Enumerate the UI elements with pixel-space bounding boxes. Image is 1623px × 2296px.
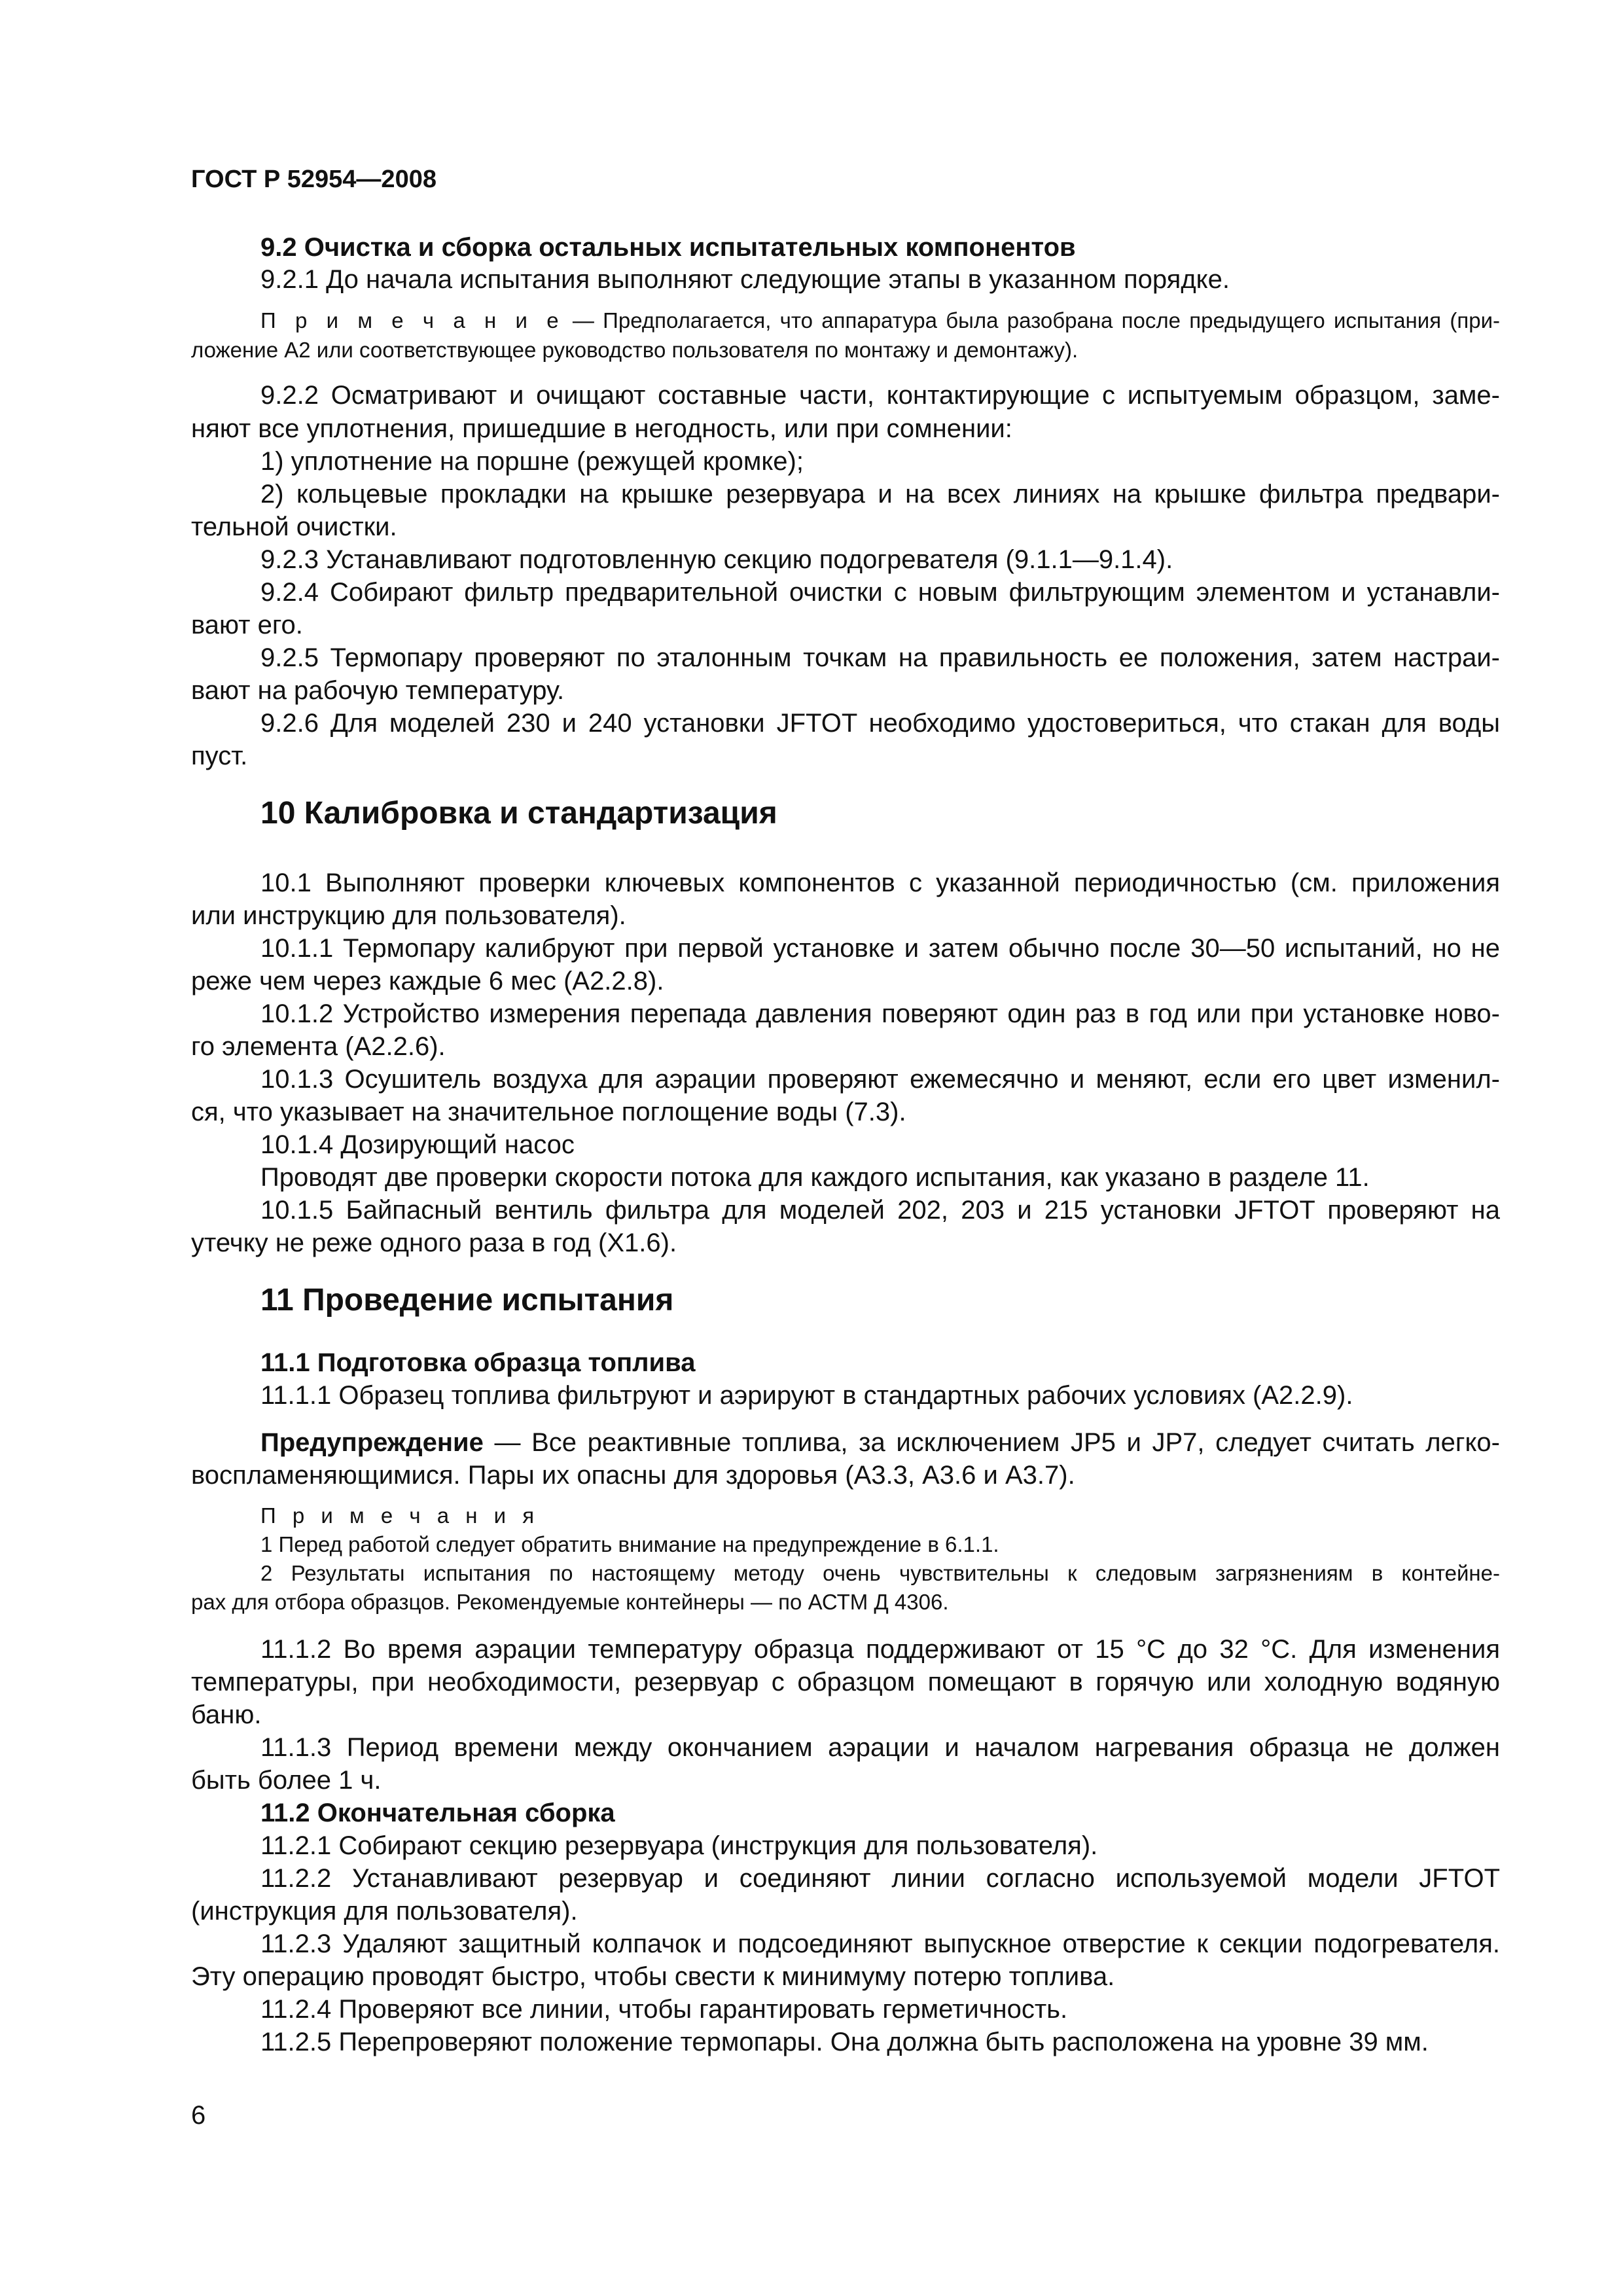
note-text: — Предполагается, что аппаратура была разобрана после предыдущего испытания (при- (563, 308, 1500, 332)
warning-text: — Все реактивные топлива, за исключением JP5 и JP7, следует считать легко- (483, 1428, 1500, 1457)
section-title-10: 10 Калибровка и стандартизация (260, 796, 777, 831)
paragraph-10-1-2-line-2: го элемента (А2.2.6). (191, 1032, 446, 1061)
paragraph-11-2-2-line-1: 11.2.2 Устанавливают резервуар и соединяют линии согласно используемой модели JFTOT (260, 1864, 1500, 1893)
list-item-2-line-2: тельной очистки. (191, 512, 397, 541)
paragraph-9-2-4-line-1: 9.2.4 Собирают фильтр предварительной очистки с новым фильтрующим элементом и устанавли- (260, 578, 1500, 607)
note-2-line-1: 2 Результаты испытания по настоящему методу очень чувствительны к следовым загрязнениям в контейне- (260, 1561, 1500, 1585)
list-item-1: 1) уплотнение на поршне (режущей кромке); (260, 447, 804, 476)
paragraph-10-1-1-line-2: реже чем через каждые 6 мес (А2.2.8). (191, 967, 664, 996)
subsection-title-11-2: 11.2 Окончательная сборка (260, 1799, 615, 1827)
paragraph-10-1-4: 10.1.4 Дозирующий насос (260, 1130, 575, 1159)
paragraph-10-1-3-line-2: ся, что указывает на значительное поглощение воды (7.3). (191, 1098, 906, 1126)
paragraph-9-2-6-line-2: пуст. (191, 742, 248, 770)
notes-label: П р и м е ч а н и я (260, 1503, 540, 1528)
paragraph-10-1-2-line-1: 10.1.2 Устройство измерения перепада давления поверяют один раз в год или при установке ново- (260, 999, 1500, 1028)
paragraph-11-1-2-line-2: температуры, при необходимости, резервуар с образцом помещают в горячую или холодную водяную (191, 1668, 1500, 1696)
note-2-line-2: рах для отбора образцов. Рекомендуемые контейнеры — по АСТМ Д 4306. (191, 1590, 949, 1614)
paragraph-9-2-6-line-1: 9.2.6 Для моделей 230 и 240 установки JFTOT необходимо удостовериться, что стакан для воды (260, 709, 1500, 738)
paragraph-9-2-4-line-2: вают его. (191, 611, 303, 639)
note-label: П р и м е ч а н и е (260, 308, 564, 332)
paragraph-10-1-line-1: 10.1 Выполняют проверки ключевых компонентов с указанной периодичностью (см. приложения (260, 869, 1500, 897)
paragraph-11-2-5: 11.2.5 Перепроверяют положение термопары. Она должна быть расположена на уровне 39 мм. (260, 2028, 1429, 2056)
paragraph-9-2-5-line-1: 9.2.5 Термопару проверяют по эталонным точкам на правильность ее положения, затем настраи- (260, 643, 1500, 672)
paragraph-11-2-2-line-2: (инструкция для пользователя). (191, 1897, 578, 1926)
paragraph-11-2-3-line-1: 11.2.3 Удаляют защитный колпачок и подсоединяют выпускное отверстие к секции подогревателя. (260, 1929, 1500, 1958)
warning-line-1 (260, 1427, 1500, 1458)
paragraph-10-1-5-line-1: 10.1.5 Байпасный вентиль фильтра для моделей 202, 203 и 215 установки JFTOT проверяют на (260, 1196, 1500, 1225)
paragraph-11-1-1: 11.1.1 Образец топлива фильтруют и аэрируют в стандартных рабочих условиях (А2.2.9). (260, 1381, 1353, 1410)
subsection-title-9-2: 9.2 Очистка и сборка остальных испытательных компонентов (260, 233, 1076, 262)
paragraph-10-1-line-2: или инструкцию для пользователя). (191, 901, 626, 930)
note-9-2-line-1 (260, 308, 1500, 334)
paragraph-9-2-5-line-2: вают на рабочую температуру. (191, 676, 565, 705)
paragraph-9-2-1: 9.2.1 До начала испытания выполняют следующие этапы в указанном порядке. (260, 265, 1230, 294)
list-item-2-line-1: 2) кольцевые прокладки на крышке резервуара и на всех линиях на крышке фильтра предвари- (260, 480, 1500, 509)
section-title-11: 11 Проведение испытания (260, 1283, 674, 1318)
note-1: 1 Перед работой следует обратить внимание на предупреждение в 6.1.1. (260, 1532, 999, 1556)
paragraph-11-2-1: 11.2.1 Собирают секцию резервуара (инструкция для пользователя). (260, 1831, 1098, 1860)
paragraph-11-2-3-line-2: Эту операцию проводят быстро, чтобы свести к минимуму потерю топлива. (191, 1962, 1115, 1991)
document-header: ГОСТ Р 52954—2008 (191, 166, 437, 193)
subsection-title-11-1: 11.1 Подготовка образца топлива (260, 1348, 696, 1377)
paragraph-10-1-1-line-1: 10.1.1 Термопару калибруют при первой установке и затем обычно после 30—50 испытаний, но не (260, 934, 1500, 963)
warning-label: Предупреждение (260, 1428, 484, 1457)
paragraph-11-1-2-line-3: баню. (191, 1700, 262, 1729)
paragraph-11-2-4: 11.2.4 Проверяют все линии, чтобы гарантировать герметичность. (260, 1995, 1068, 2024)
warning-line-2: воспламеняющимися. Пары их опасны для здоровья (А3.3, А3.6 и А3.7). (191, 1461, 1075, 1490)
page-number: 6 (191, 2101, 206, 2130)
paragraph-10-1-4-body: Проводят две проверки скорости потока для каждого испытания, как указано в разделе 11. (260, 1163, 1370, 1192)
paragraph-11-1-3-line-2: быть более 1 ч. (191, 1766, 382, 1795)
paragraph-11-1-3-line-1: 11.1.3 Период времени между окончанием аэрации и началом нагревания образца не должен (260, 1733, 1500, 1762)
paragraph-11-1-2-line-1: 11.1.2 Во время аэрации температуру образца поддерживают от 15 °С до 32 °С. Для изменения (260, 1635, 1500, 1664)
paragraph-9-2-2-line-1: 9.2.2 Осматривают и очищают составные части, контактирующие с испытуемым образцом, заме- (260, 381, 1500, 410)
paragraph-9-2-3: 9.2.3 Устанавливают подготовленную секцию подогревателя (9.1.1—9.1.4). (260, 545, 1173, 574)
paragraph-10-1-3-line-1: 10.1.3 Осушитель воздуха для аэрации проверяют ежемесячно и меняют, если его цвет изменил- (260, 1065, 1500, 1094)
paragraph-10-1-5-line-2: утечку не реже одного раза в год (X1.6). (191, 1229, 677, 1257)
paragraph-9-2-2-line-2: няют все уплотнения, пришедшие в негодность, или при сомнении: (191, 414, 1012, 443)
note-9-2-line-2: ложение А2 или соответствующее руководство пользователя по монтажу и демонтажу). (191, 338, 1079, 362)
